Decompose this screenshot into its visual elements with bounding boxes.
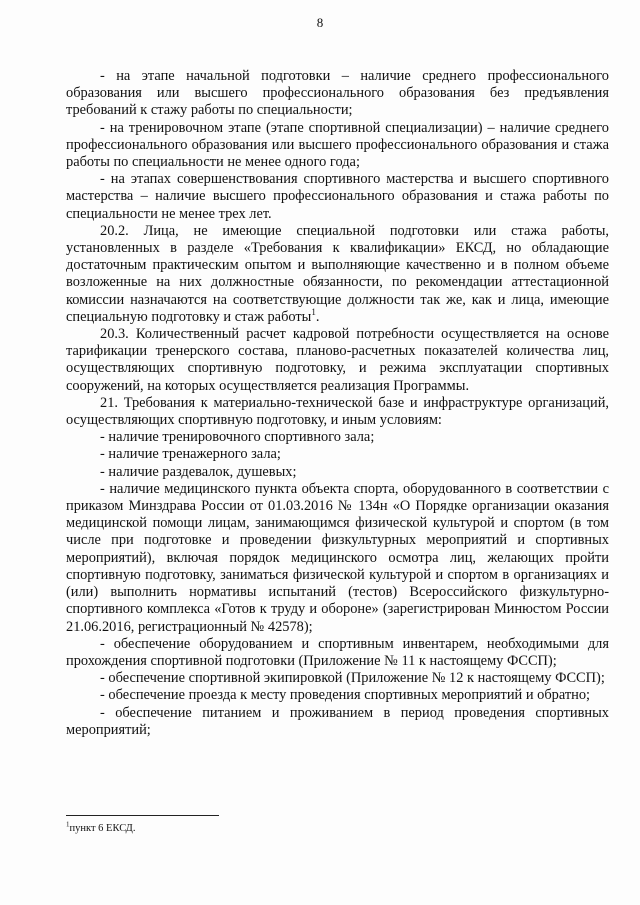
paragraph-initial-stage: - на этапе начальной подготовки – наличие среднего профессионального образования или высшего профессионального образования без предъявления требований к стажу работы по специальности; xyxy=(66,68,609,119)
document-body xyxy=(66,68,609,739)
list-item-gym: - наличие тренажерного зала; xyxy=(100,446,281,463)
list-item-travel: - обеспечение проезда к месту проведения спортивных мероприятий и обратно; xyxy=(100,687,591,704)
list-item-outfit: - обеспечение спортивной экипировкой (Приложение № 12 к настоящему ФССП); xyxy=(100,670,605,687)
page-number: 8 xyxy=(316,15,324,30)
list-item-medical-point: - наличие медицинского пункта объекта спорта, оборудованного в соответствии с приказом Минздрава России от 01.03.2016 № 134н «О Порядке организации оказания медицинской помощи лицам, занимающимся физической культурой и спортом (в том числе при подготовке и проведении физкультурных мероприятий и спортивных мероприятий), включая порядок медицинского осмотра лиц, желающих пройти спортивную подготовку, заниматься физической культурой и спортом в организациях и (или) выполнить нормативы испытаний (тестов) Всероссийского физкультурно-спортивного комплекса «Готов к труду и обороне» (зарегистрирован Минюстом России 21.06.2016, регистрационный № 42578); xyxy=(66,480,609,635)
paragraph-training-stage: - на тренировочном этапе (этапе спортивной специализации) – наличие среднего профессионального образования или высшего профессионального образования и стажа работы по специальности не менее одного года; xyxy=(66,119,609,171)
paragraph-20-2-text: 20.2. Лица, не имеющие специальной подготовки или стажа работы, установленных в разделе «Требования к квалификации» ЕКСД, но обладающие достаточным практическим опытом и выполняющие качественно и в полном объеме возложенные на них должностные обязанности, по рекомендации аттестационной комиссии назначаются на соответствующие должности так же, как и лица, имеющие специальную подготовку и стаж работы xyxy=(66,222,609,325)
paragraph-mastery-stage: - на этапах совершенствования спортивного мастерства и высшего спортивного мастерства – наличие высшего профессионального образования и стажа работы по специальности не менее трех лет. xyxy=(66,171,609,222)
footnote xyxy=(66,820,136,835)
list-item-training-hall: - наличие тренировочного спортивного зала; xyxy=(100,429,375,446)
paragraph-21: 21. Требования к материально-технической базе и инфраструктуре организаций, осуществляющих спортивную подготовку, и иным условиям: xyxy=(66,394,609,429)
list-item-meals-accommodation: - обеспечение питанием и проживанием в период проведения спортивных мероприятий; xyxy=(66,704,609,738)
footnote-text: пункт 6 ЕКСД. xyxy=(69,823,136,834)
list-item-locker-rooms: - наличие раздевалок, душевых; xyxy=(100,463,297,480)
footnote-divider xyxy=(66,815,219,816)
footnote-marker: 1 xyxy=(66,820,70,829)
list-item-equipment: - обеспечение оборудованием и спортивным инвентарем, необходимыми для прохождения спортивной подготовки (Приложение № 11 к настоящему ФССП); xyxy=(66,635,609,669)
paragraph-20-2-end: . xyxy=(315,308,320,325)
footnote-reference: 1 xyxy=(311,307,316,318)
paragraph-20-3: 20.3. Количественный расчет кадровой потребности осуществляется на основе тарификации тренерского состава, планово-расчетных показателей количества лиц, осуществляющих спортивную подготовку, и режима эксплуатации спортивных сооружений, на которых осуществляется реализация Программы. xyxy=(66,326,609,394)
paragraph-20-2 xyxy=(66,223,609,326)
